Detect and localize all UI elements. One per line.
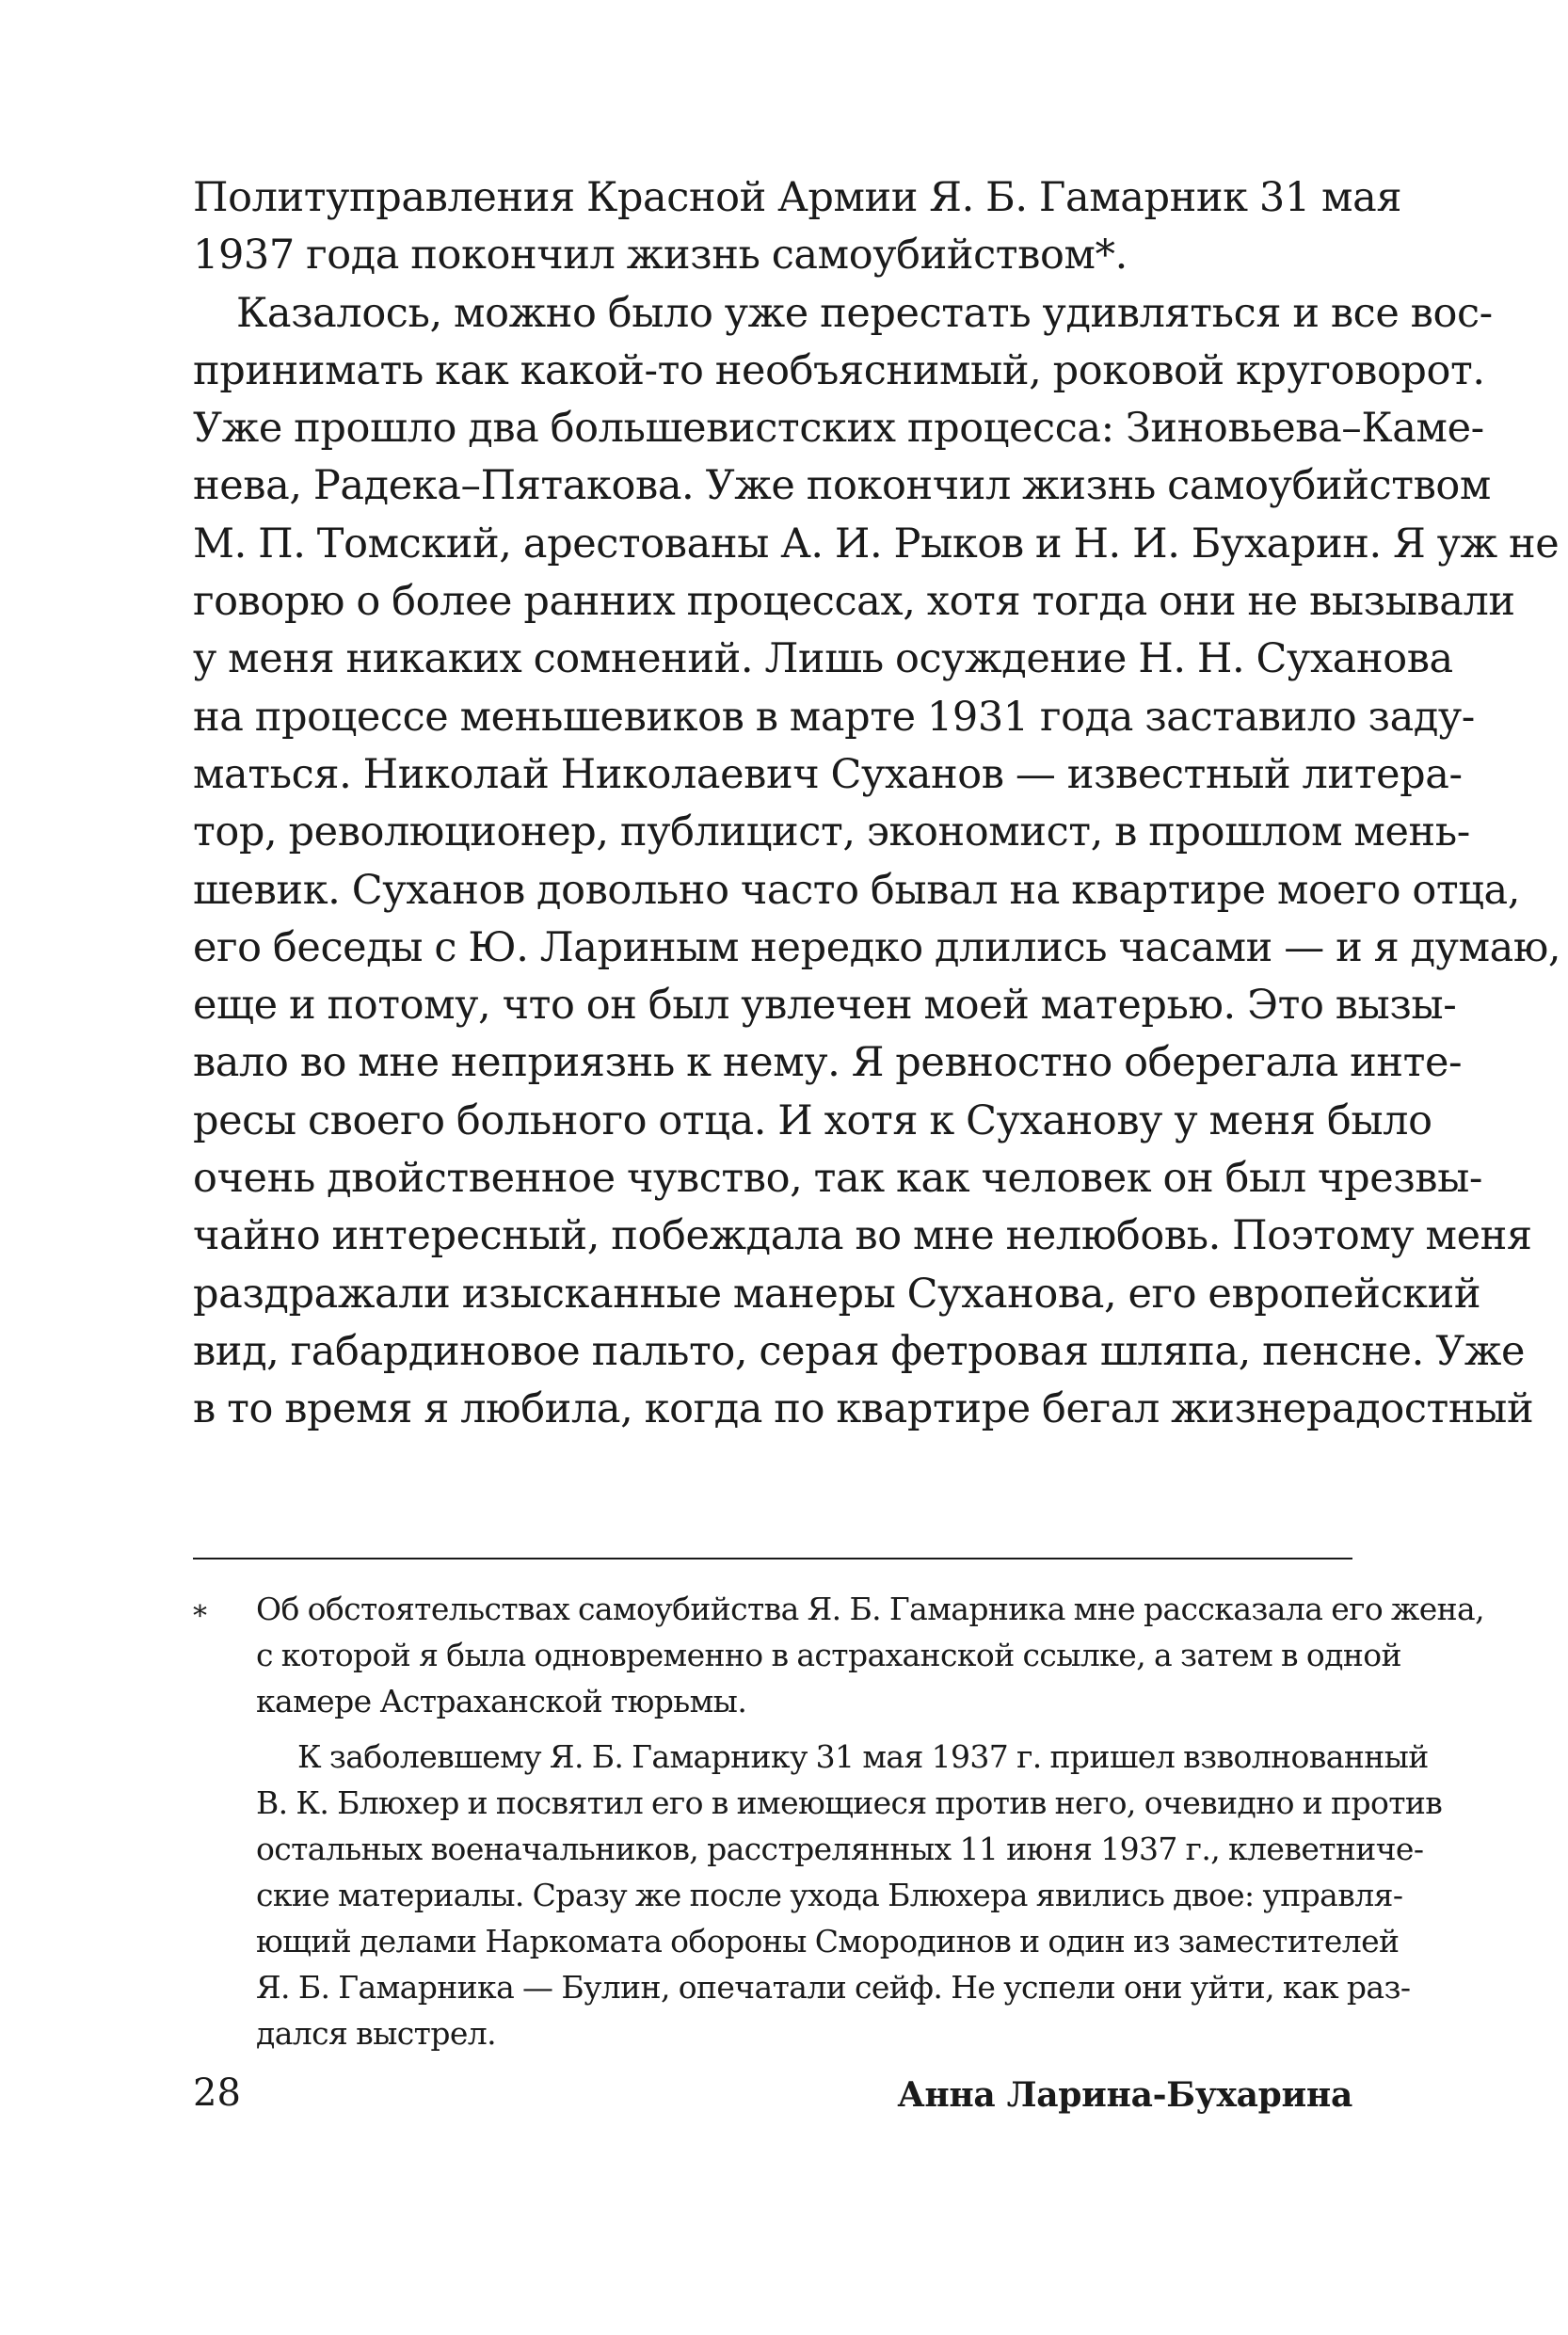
text-line: чайно интересный, побеждала во мне нелюбовь. Поэтому меня [193, 1212, 1532, 1260]
text-line: говорю о более ранних процессах, хотя тогда они не вызывали [193, 578, 1515, 626]
text-line: его беседы с Ю. Лариным нередко длились часами — и я думаю, [193, 923, 1561, 971]
footnote-line: с которой я была одновременно в астраханской ссылке, а затем в одной [256, 1637, 1401, 1673]
footnote-marker: * [193, 1600, 207, 1633]
footnote-line: ющий делами Наркомата обороны Смородинов и один из заместителей [256, 1923, 1400, 1959]
text-line: очень двойственное чувство, так как человек он был чрезвы- [193, 1155, 1483, 1203]
text-line: в то время я любила, когда по квартире бегал жизнерадостный [193, 1385, 1534, 1433]
footnote-line: остальных военачальников, расстрелянных 11 июня 1937 г., клеветниче- [256, 1831, 1424, 1867]
text-line: шевик. Суханов довольно часто бывал на квартире моего отца, [193, 866, 1521, 914]
footnote-divider [193, 1558, 1352, 1559]
main-text [193, 169, 1561, 1439]
footnote-line: В. К. Блюхер и посвятил его в имеющиеся против него, очевидно и против [256, 1784, 1443, 1821]
footnote-paragraph [256, 1734, 1443, 2056]
text-line: принимать как какой-то необъяснимый, роковой круговорот. [193, 346, 1485, 394]
footnote [256, 1586, 1485, 2056]
text-line: у меня никаких сомнений. Лишь осуждение Н. Н. Суханова [193, 635, 1453, 683]
footnote-line: Об обстоятельствах самоубийства Я. Б. Гамарника мне рассказала его жена, [256, 1591, 1485, 1627]
footnote-line: ские материалы. Сразу же после ухода Блюхера явились двое: управля- [256, 1877, 1403, 1913]
text-line: тор, революционер, публицист, экономист, в прошлом мень- [193, 808, 1470, 856]
footnote-line: Я. Б. Гамарника — Булин, опечатали сейф. Не успели они уйти, как раз- [256, 1969, 1411, 2006]
footnote-paragraph-gap [256, 1724, 1352, 1734]
text-line: ресы своего больного отца. И хотя к Суханову у меня было [193, 1096, 1432, 1144]
text-line: раздражали изысканные манеры Суханова, его европейский [193, 1270, 1481, 1318]
footnote-line: К заболевшему Я. Б. Гамарнику 31 мая 1937 г. пришел взволнованный [297, 1738, 1429, 1775]
text-line: еще и потому, что он был увлечен моей матерью. Это вызы- [193, 982, 1457, 1030]
text-line: Уже прошло два большевистских процесса: Зиновьева–Каме- [193, 405, 1484, 453]
text-line: Политуправления Красной Армии Я. Б. Гамарник 31 мая [193, 174, 1402, 221]
text-line: Казалось, можно было уже перестать удивляться и все вос- [236, 289, 1493, 337]
text-line: вало во мне неприязнь к нему. Я ревностно оберегала инте- [193, 1039, 1463, 1087]
text-line: М. П. Томский, арестованы А. И. Рыков и Н. И. Бухарин. Я уж не [193, 520, 1560, 568]
page-number: 28 [193, 2071, 241, 2115]
text-line: маться. Николай Николаевич Суханов — известный литера- [193, 750, 1463, 798]
footnote-line: дался выстрел. [256, 2015, 497, 2052]
text-line: нева, Радека–Пятакова. Уже покончил жизнь самоубийством [193, 462, 1491, 510]
text-line: вид, габардиновое пальто, серая фетровая шляпа, пенсне. Уже [193, 1327, 1526, 1375]
footnote-line: камере Астраханской тюрьмы. [256, 1683, 747, 1719]
footnote-paragraph [256, 1586, 1485, 1724]
running-footer-author: Анна Ларина-Бухарина [897, 2075, 1352, 2115]
text-line: 1937 года покончил жизнь самоубийством*. [193, 232, 1128, 280]
text-line: на процессе меньшевиков в марте 1931 года заставило заду- [193, 693, 1475, 741]
